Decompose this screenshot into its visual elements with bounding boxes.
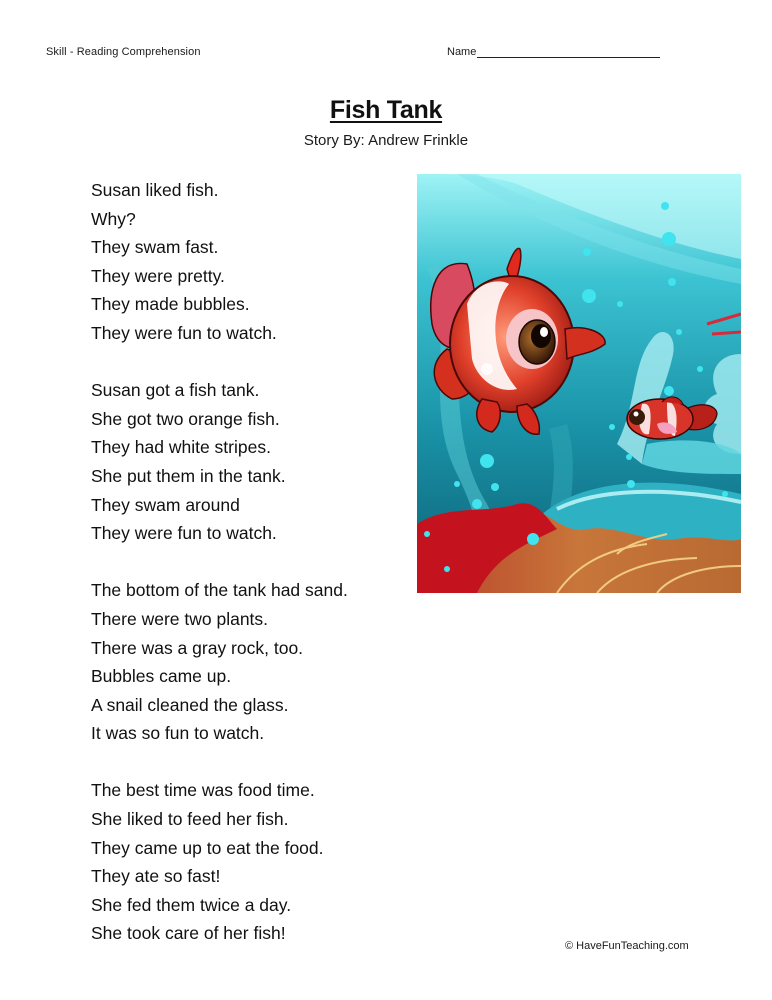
name-blank-line[interactable]	[477, 46, 660, 58]
story-line: She got two orange fish.	[91, 408, 280, 429]
story-line: A snail cleaned the glass.	[91, 694, 289, 715]
stanza	[91, 776, 401, 948]
story-line: There was a gray rock, too.	[91, 637, 304, 658]
story-line: There were two plants.	[91, 608, 269, 629]
story-line: She fed them twice a day.	[91, 894, 292, 915]
story-line: They were fun to watch.	[91, 322, 277, 343]
story-line: They came up to eat the food.	[91, 837, 324, 858]
copyright-footer: © HaveFunTeaching.com	[565, 940, 689, 952]
story-byline: Story By: Andrew Frinkle	[303, 132, 469, 149]
story-line: They swam fast.	[91, 237, 219, 258]
story-line: Susan liked fish.	[91, 180, 219, 200]
story-line: The bottom of the tank had sand.	[91, 580, 348, 601]
story-line: They had white stripes.	[91, 437, 271, 458]
story-line: They ate so fast!	[91, 866, 221, 887]
story-line: The best time was food time.	[91, 780, 315, 801]
story-line: They made bubbles.	[91, 294, 250, 315]
story-line: They were pretty.	[91, 265, 225, 286]
story-line: She put them in the tank.	[91, 465, 286, 486]
stanza	[91, 376, 401, 548]
story-line: They were fun to watch.	[91, 523, 277, 544]
skill-label: Skill - Reading Comprehension	[46, 46, 201, 58]
name-label: Name	[447, 46, 477, 58]
stanza	[91, 576, 401, 748]
story-line: Susan got a fish tank.	[91, 380, 260, 401]
story-line: Why?	[91, 208, 136, 229]
name-field[interactable]	[447, 46, 660, 58]
story-line: She took care of her fish!	[91, 923, 286, 944]
clownfish-scene-image	[417, 174, 741, 593]
story-line: Bubbles came up.	[91, 666, 232, 687]
story-line: It was so fun to watch.	[91, 723, 265, 744]
fish-tank-illustration	[417, 174, 741, 593]
story-line: They swam around	[91, 494, 240, 515]
story-line: She liked to feed her fish.	[91, 809, 289, 830]
story-text	[91, 176, 401, 977]
worksheet-title: Fish Tank	[329, 96, 443, 124]
stanza	[91, 176, 401, 348]
